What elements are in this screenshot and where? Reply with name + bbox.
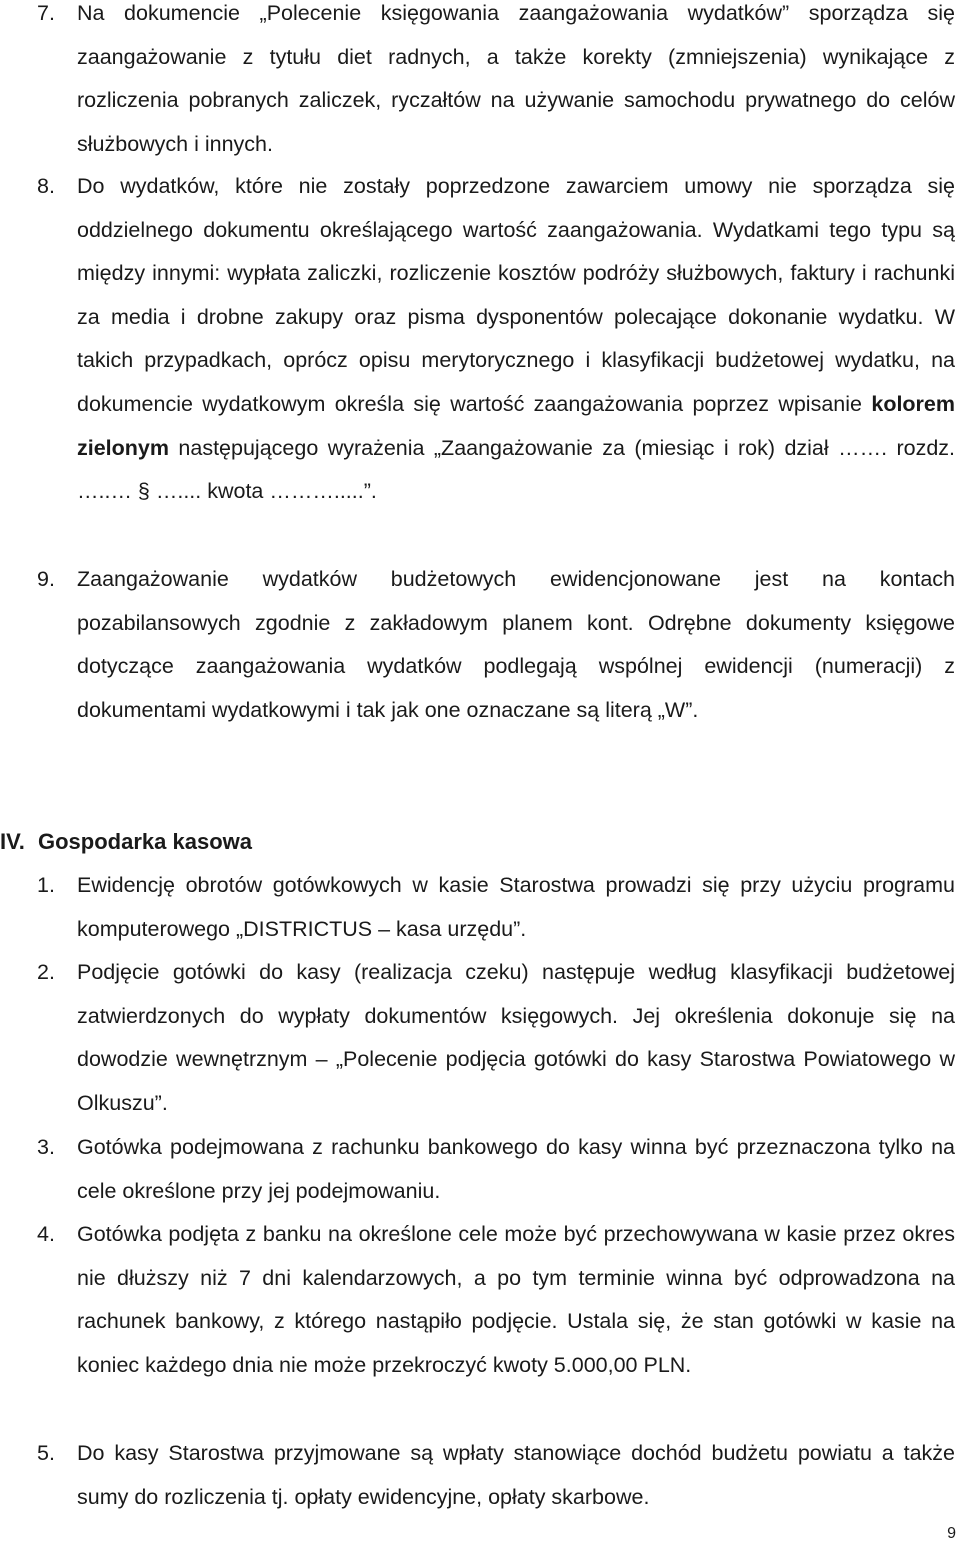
item-number: 4. <box>37 1222 55 1246</box>
item-number: 7. <box>37 1 55 25</box>
item-number: 9. <box>37 567 55 591</box>
item-text: Ewidencję obrotów gotówkowych w kasie Starostwa prowadzi się przy użyciu programu komputerowego „DISTRICTUS – kasa urzędu”. <box>77 873 955 941</box>
list-item-9 <box>37 558 955 732</box>
item-text: Zaangażowanie wydatków budżetowych ewidencjonowane jest na kontach pozabilansowych zgodnie z zakładowym planem kont. Odrębne dokumenty księgowe dotyczące zaangażowania wydatków podlegają wspólnej ewidencji (numeracji) z dokumentami wydatkowymi i tak jak one oznaczane są literą „W”. <box>77 567 955 722</box>
list-item <box>37 951 955 1125</box>
item-number: 1. <box>37 873 55 897</box>
list-item <box>37 1213 955 1387</box>
item-text-part-b: następującego wyrażenia „Zaangażowanie za (miesiąc i rok) dział ……. rozdz. …..… § ….... kwota ……….....”. <box>77 435 955 504</box>
section-number: IV. <box>0 829 25 854</box>
item-number: 2. <box>37 960 55 984</box>
list-item-8 <box>37 165 955 514</box>
item-text: Podjęcie gotówki do kasy (realizacja czeku) następuje według klasyfikacji budżetowej zatwierdzonych do wypłaty dokumentów księgowych. Jej określenia dokonuje się na dowodzie wewnętrznym – „Polecenie podjęcia gotówki do kasy Starostwa Powiatowego w Olkuszu”. <box>77 960 955 1115</box>
item-number: 8. <box>37 174 55 198</box>
list-item <box>37 1432 955 1519</box>
item-text-bold: kolorem zielonym <box>77 391 955 460</box>
item-number: 5. <box>37 1441 55 1465</box>
item-text: Na dokumencie „Polecenie księgowania zaangażowania wydatków” sporządza się zaangażowanie z tytułu diet radnych, a także korekty (zmniejszenia) wynikające z rozliczenia pobranych zaliczek, ryczałtów na używanie samochodu prywatnego do celów służbowych i innych. <box>77 1 955 156</box>
section-title: Gospodarka kasowa <box>38 829 252 854</box>
item-number: 3. <box>37 1135 55 1159</box>
item-text: Do kasy Starostwa przyjmowane są wpłaty stanowiące dochód budżetu powiatu a także sumy do rozliczenia tj. opłaty ewidencyjne, opłaty skarbowe. <box>77 1441 955 1509</box>
list-item <box>37 864 955 951</box>
item-text: Gotówka podejmowana z rachunku bankowego do kasy winna być przeznaczona tylko na cele określone przy jej podejmowaniu. <box>77 1135 955 1203</box>
page-number: 9 <box>947 1525 956 1542</box>
item-text-part-a: Do wydatków, które nie zostały poprzedzone zawarciem umowy nie sporządza się oddzielnego dokumentu określającego wartość zaangażowania. Wydatkami tego typu są między innymi: wypłata zaliczki, rozliczenie kosztów podróży służbowych, faktury i rachunki za media i drobne zakupy oraz pisma dysponentów polecające dokonanie wydatku. W takich przypadkach, oprócz opisu merytorycznego i klasyfikacji budżetowej wydatku, na dokumencie wydatkowym określa się wartość zaangażowania poprzez wpisanie <box>77 174 955 416</box>
list-item <box>37 1126 955 1213</box>
item-text: Gotówka podjęta z banku na określone cele może być przechowywana w kasie przez okres nie dłuższy niż 7 dni kalendarzowych, a po tym terminie winna być odprowadzona na rachunek bankowy, z którego nastąpiło podjęcie. Ustala się, że stan gotówki w kasie na koniec każdego dnia nie może przekroczyć kwoty 5.000,00 PLN. <box>77 1222 955 1377</box>
list-item-7 <box>37 0 955 166</box>
